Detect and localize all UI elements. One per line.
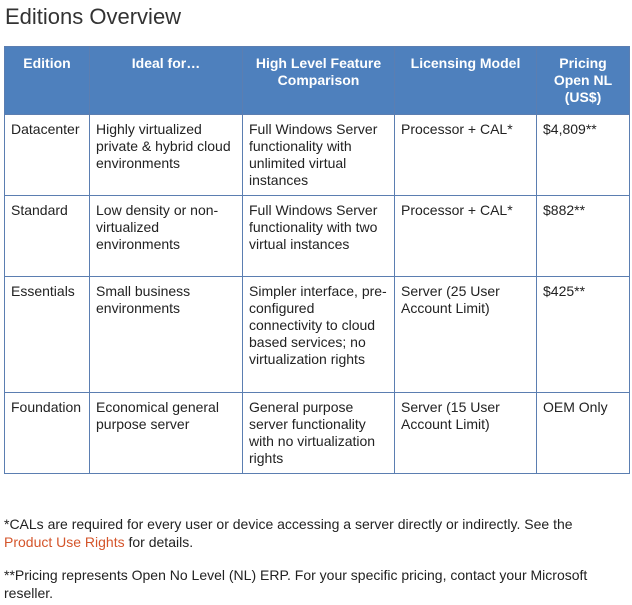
cell-pricing: OEM Only — [537, 393, 630, 474]
header-edition: Edition — [5, 47, 90, 115]
header-pricing: Pricing Open NL (US$) — [537, 47, 630, 115]
page-title: Editions Overview — [5, 4, 182, 29]
cell-features: Full Windows Server functionality with two virtual instances — [243, 196, 395, 277]
cell-licensing: Server (15 User Account Limit) — [395, 393, 537, 474]
cell-edition: Essentials — [5, 277, 90, 393]
cell-ideal-for: Highly virtualized private & hybrid cloud environments — [90, 115, 243, 196]
header-ideal-for: Ideal for… — [90, 47, 243, 115]
cell-licensing: Processor + CAL* — [395, 115, 537, 196]
cell-pricing: $4,809** — [537, 115, 630, 196]
cell-features: Full Windows Server functionality with unlimited virtual instances — [243, 115, 395, 196]
cell-features: Simpler interface, pre-configured connectivity to cloud based services; no virtualization rights — [243, 277, 395, 393]
cal-footnote-text: *CALs are required for every user or device accessing a server directly or indirectly. See the — [4, 516, 573, 532]
editions-table — [4, 46, 630, 474]
table-row-essentials — [5, 277, 630, 393]
cell-ideal-for: Economical general purpose server — [90, 393, 243, 474]
table-row-datacenter — [5, 115, 630, 196]
cell-ideal-for: Low density or non-virtualized environments — [90, 196, 243, 277]
cell-licensing: Processor + CAL* — [395, 196, 537, 277]
cell-edition: Standard — [5, 196, 90, 277]
pricing-footnote: **Pricing represents Open No Level (NL) ERP. For your specific pricing, contact your Microsoft reseller. — [4, 567, 588, 601]
table-row-foundation — [5, 393, 630, 474]
header-feature-comparison: High Level Feature Comparison — [243, 47, 395, 115]
cell-edition: Foundation — [5, 393, 90, 474]
cell-features: General purpose server functionality with no virtualization rights — [243, 393, 395, 474]
product-use-rights-link[interactable]: Product Use Rights — [4, 534, 125, 550]
table-header-row — [5, 47, 630, 115]
table-row-standard — [5, 196, 630, 277]
cell-licensing: Server (25 User Account Limit) — [395, 277, 537, 393]
cal-footnote-text-end: for details. — [124, 534, 194, 550]
cal-footnote — [4, 515, 624, 551]
cell-ideal-for: Small business environments — [90, 277, 243, 393]
header-licensing-model: Licensing Model — [395, 47, 537, 115]
cell-edition: Datacenter — [5, 115, 90, 196]
cell-pricing: $882** — [537, 196, 630, 277]
cell-pricing: $425** — [537, 277, 630, 393]
